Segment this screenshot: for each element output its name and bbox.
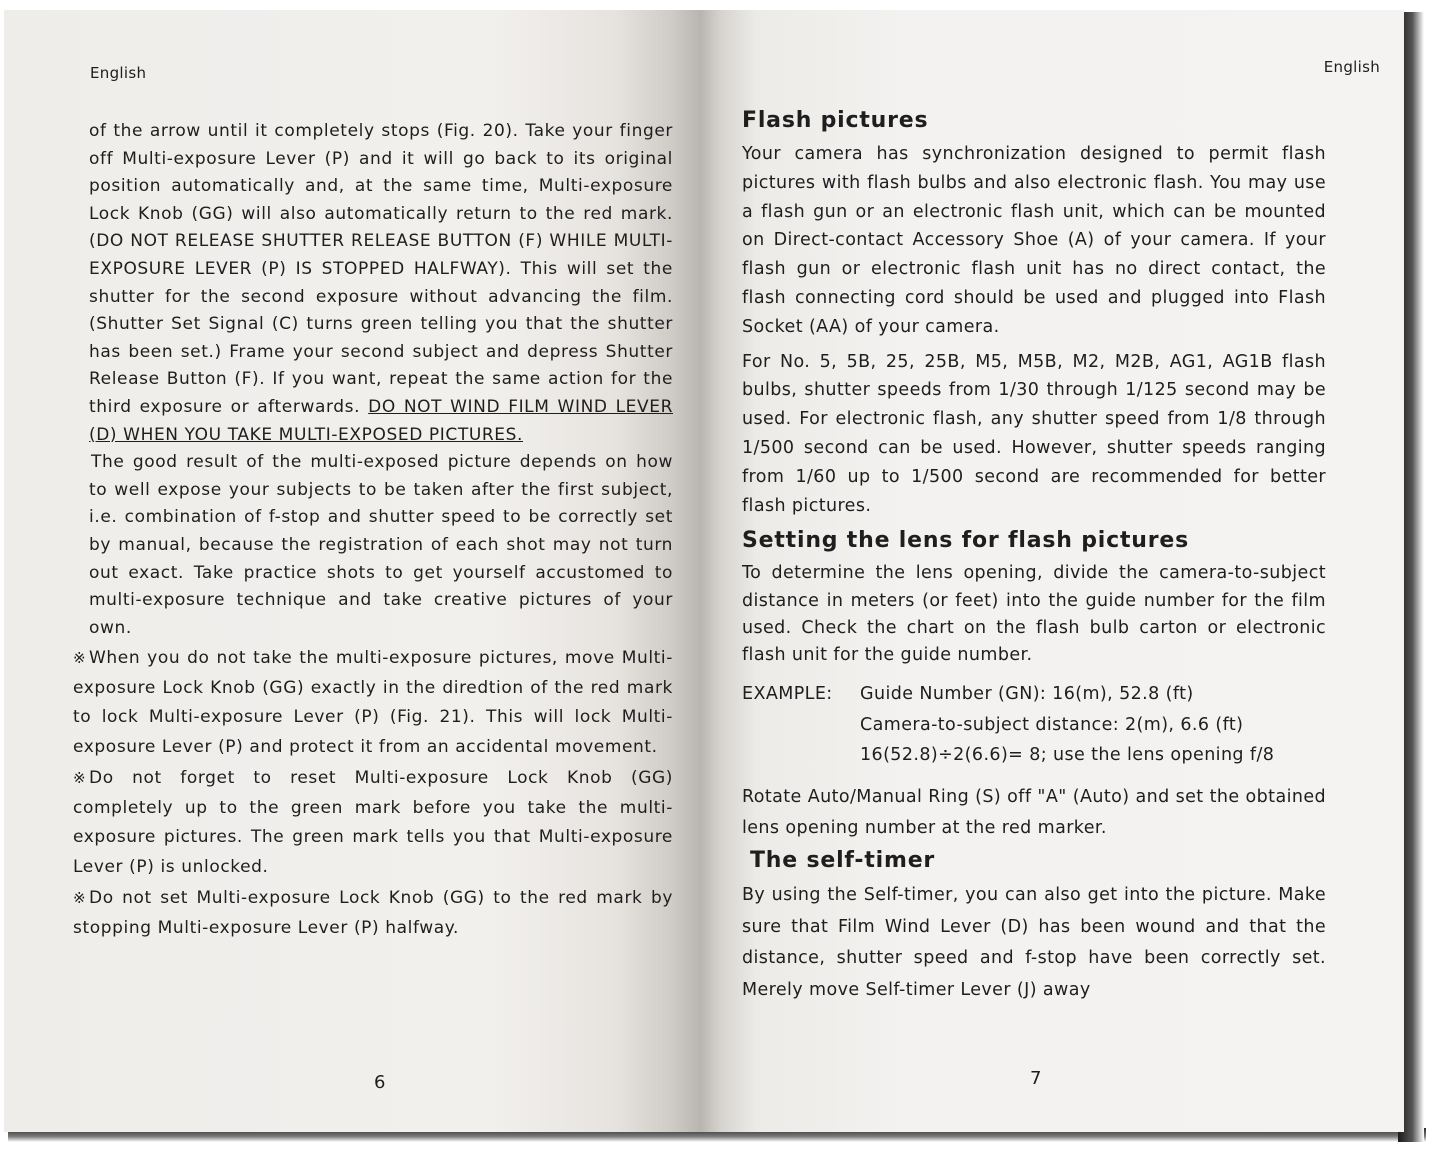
page-number: 7 (1030, 1068, 1042, 1089)
paragraph-self-timer: By using the Self-timer, you can also get into the picture. Make sure that Film Wind Lever (D) has been wound and that the distance, shutter speed and f-stop have been correctly set. Merely move Self-timer Lever (J) away (742, 885, 1326, 1000)
note-mark-icon: ※ (73, 769, 87, 788)
note-mark-icon: ※ (73, 649, 87, 668)
language-label: English (1323, 58, 1380, 76)
right-page (700, 10, 1404, 1132)
page-number: 6 (374, 1072, 386, 1093)
paragraph-multi-exposure-steps (89, 118, 673, 449)
example-block (742, 679, 1326, 770)
paragraph-rotate-ring: Rotate Auto/Manual Ring (S) off "A" (Auto) and set the obtained lens opening number at the red marker. (742, 787, 1326, 839)
note-lock-knob (73, 644, 673, 762)
example-distance: Camera-to-subject distance: 2(m), 6.6 (ft) (860, 714, 1244, 735)
paragraph-good-result: The good result of the multi-exposed picture depends on how to well expose your subjects to be taken after the first subject, i.e. combination of f-stop and shutter speed to be correctly set by manual, because the registration of each shot may not turn out exact. Take practice shots to get yourself accustomed to multi-exposure technique and take creative pictures of your own. (89, 452, 673, 638)
note-text: When you do not take the multi-exposure pictures, move Multi-exposure Lock Knob (GG) exactly in the diredtion of the red mark to lock Multi-exposure Lever (P) (Fig. 21). This will lock Multi-exposure Lever (P) and protect it from an accidental movement. (73, 648, 673, 757)
heading-setting-lens: Setting the lens for flash pictures (742, 528, 1189, 554)
paragraph-flash-sync: Your camera has synchronization designed to permit flash pictures with flash bulbs and also electronic flash. You may use a flash gun or an electronic flash unit, which can be mounted on Direct-contact Accessory Shoe (A) of your camera. If your flash gun or electronic flash unit has no direct contact, the flash connecting cord should be used and plugged into Flash Socket (AA) of your camera. (742, 144, 1326, 337)
language-label: English (90, 64, 147, 82)
left-page (4, 10, 700, 1132)
note-text: Do not forget to reset Multi-exposure Lock Knob (GG) completely up to the green mark before you take the multi-exposure pictures. The green mark tells you that Multi-exposure Lever (P) is unlocked. (73, 768, 673, 877)
example-calculation: 16(52.8)÷2(6.6)= 8; use the lens opening f/8 (860, 744, 1275, 765)
note-halfway (73, 884, 673, 943)
example-label: EXAMPLE: (742, 684, 833, 705)
note-reset-knob (73, 764, 673, 882)
note-text: Do not set Multi-exposure Lock Knob (GG) to the red mark by stopping Multi-exposure Lever (P) halfway. (73, 888, 673, 938)
warning-underlined: DO NOT WIND FILM WIND LEVER (D) WHEN YOU TAKE MULTI-EXPOSED PICTURES. (89, 396, 673, 445)
note-mark-icon: ※ (73, 889, 87, 908)
right-page-body (742, 106, 1326, 1006)
example-guide-number: Guide Number (GN): 16(m), 52.8 (ft) (860, 684, 1194, 705)
paragraph-flash-bulbs: For No. 5, 5B, 25, 25B, M5, M5B, M2, M2B, AG1, AG1B flash bulbs, shutter speeds from 1/30 through 1/125 second may be used. For electronic flash, any shutter speed from 1/8 through 1/500 second can be used. However, shutter speeds ranging from 1/60 up to 1/500 second are recommended for better flash pictures. (742, 351, 1326, 516)
example-line (742, 679, 1326, 709)
paragraph-lens-opening: To determine the lens opening, divide the camera-to-subject distance in meters (or feet) into the guide number for the film used. Check the chart on the flash bulb carton or electronic flash unit for the guide number. (742, 563, 1326, 665)
paragraph-text: of the arrow until it completely stops (Fig. 20). Take your finger off Multi-exposure Lever (P) and it will go back to its original position automatically and, at the same time, Multi-exposure Lock Knob (GG) will also automatically return to the red mark. (DO NOT RELEASE SHUTTER RELEASE BUTTON (F) WHILE MULTI-EXPOSURE LEVER (P) IS STOPPED HALFWAY). This will set the shutter for the second exposure without advancing the film. (Shutter Set Signal (C) turns green telling you that the shutter has been set.) Frame your second subject and depress Shutter Release Button (F). If you want, repeat the same action for the third exposure or afterwards. (89, 121, 673, 417)
heading-flash-pictures: Flash pictures (742, 108, 929, 133)
heading-self-timer: The self-timer (750, 848, 936, 874)
left-page-body (73, 118, 673, 943)
